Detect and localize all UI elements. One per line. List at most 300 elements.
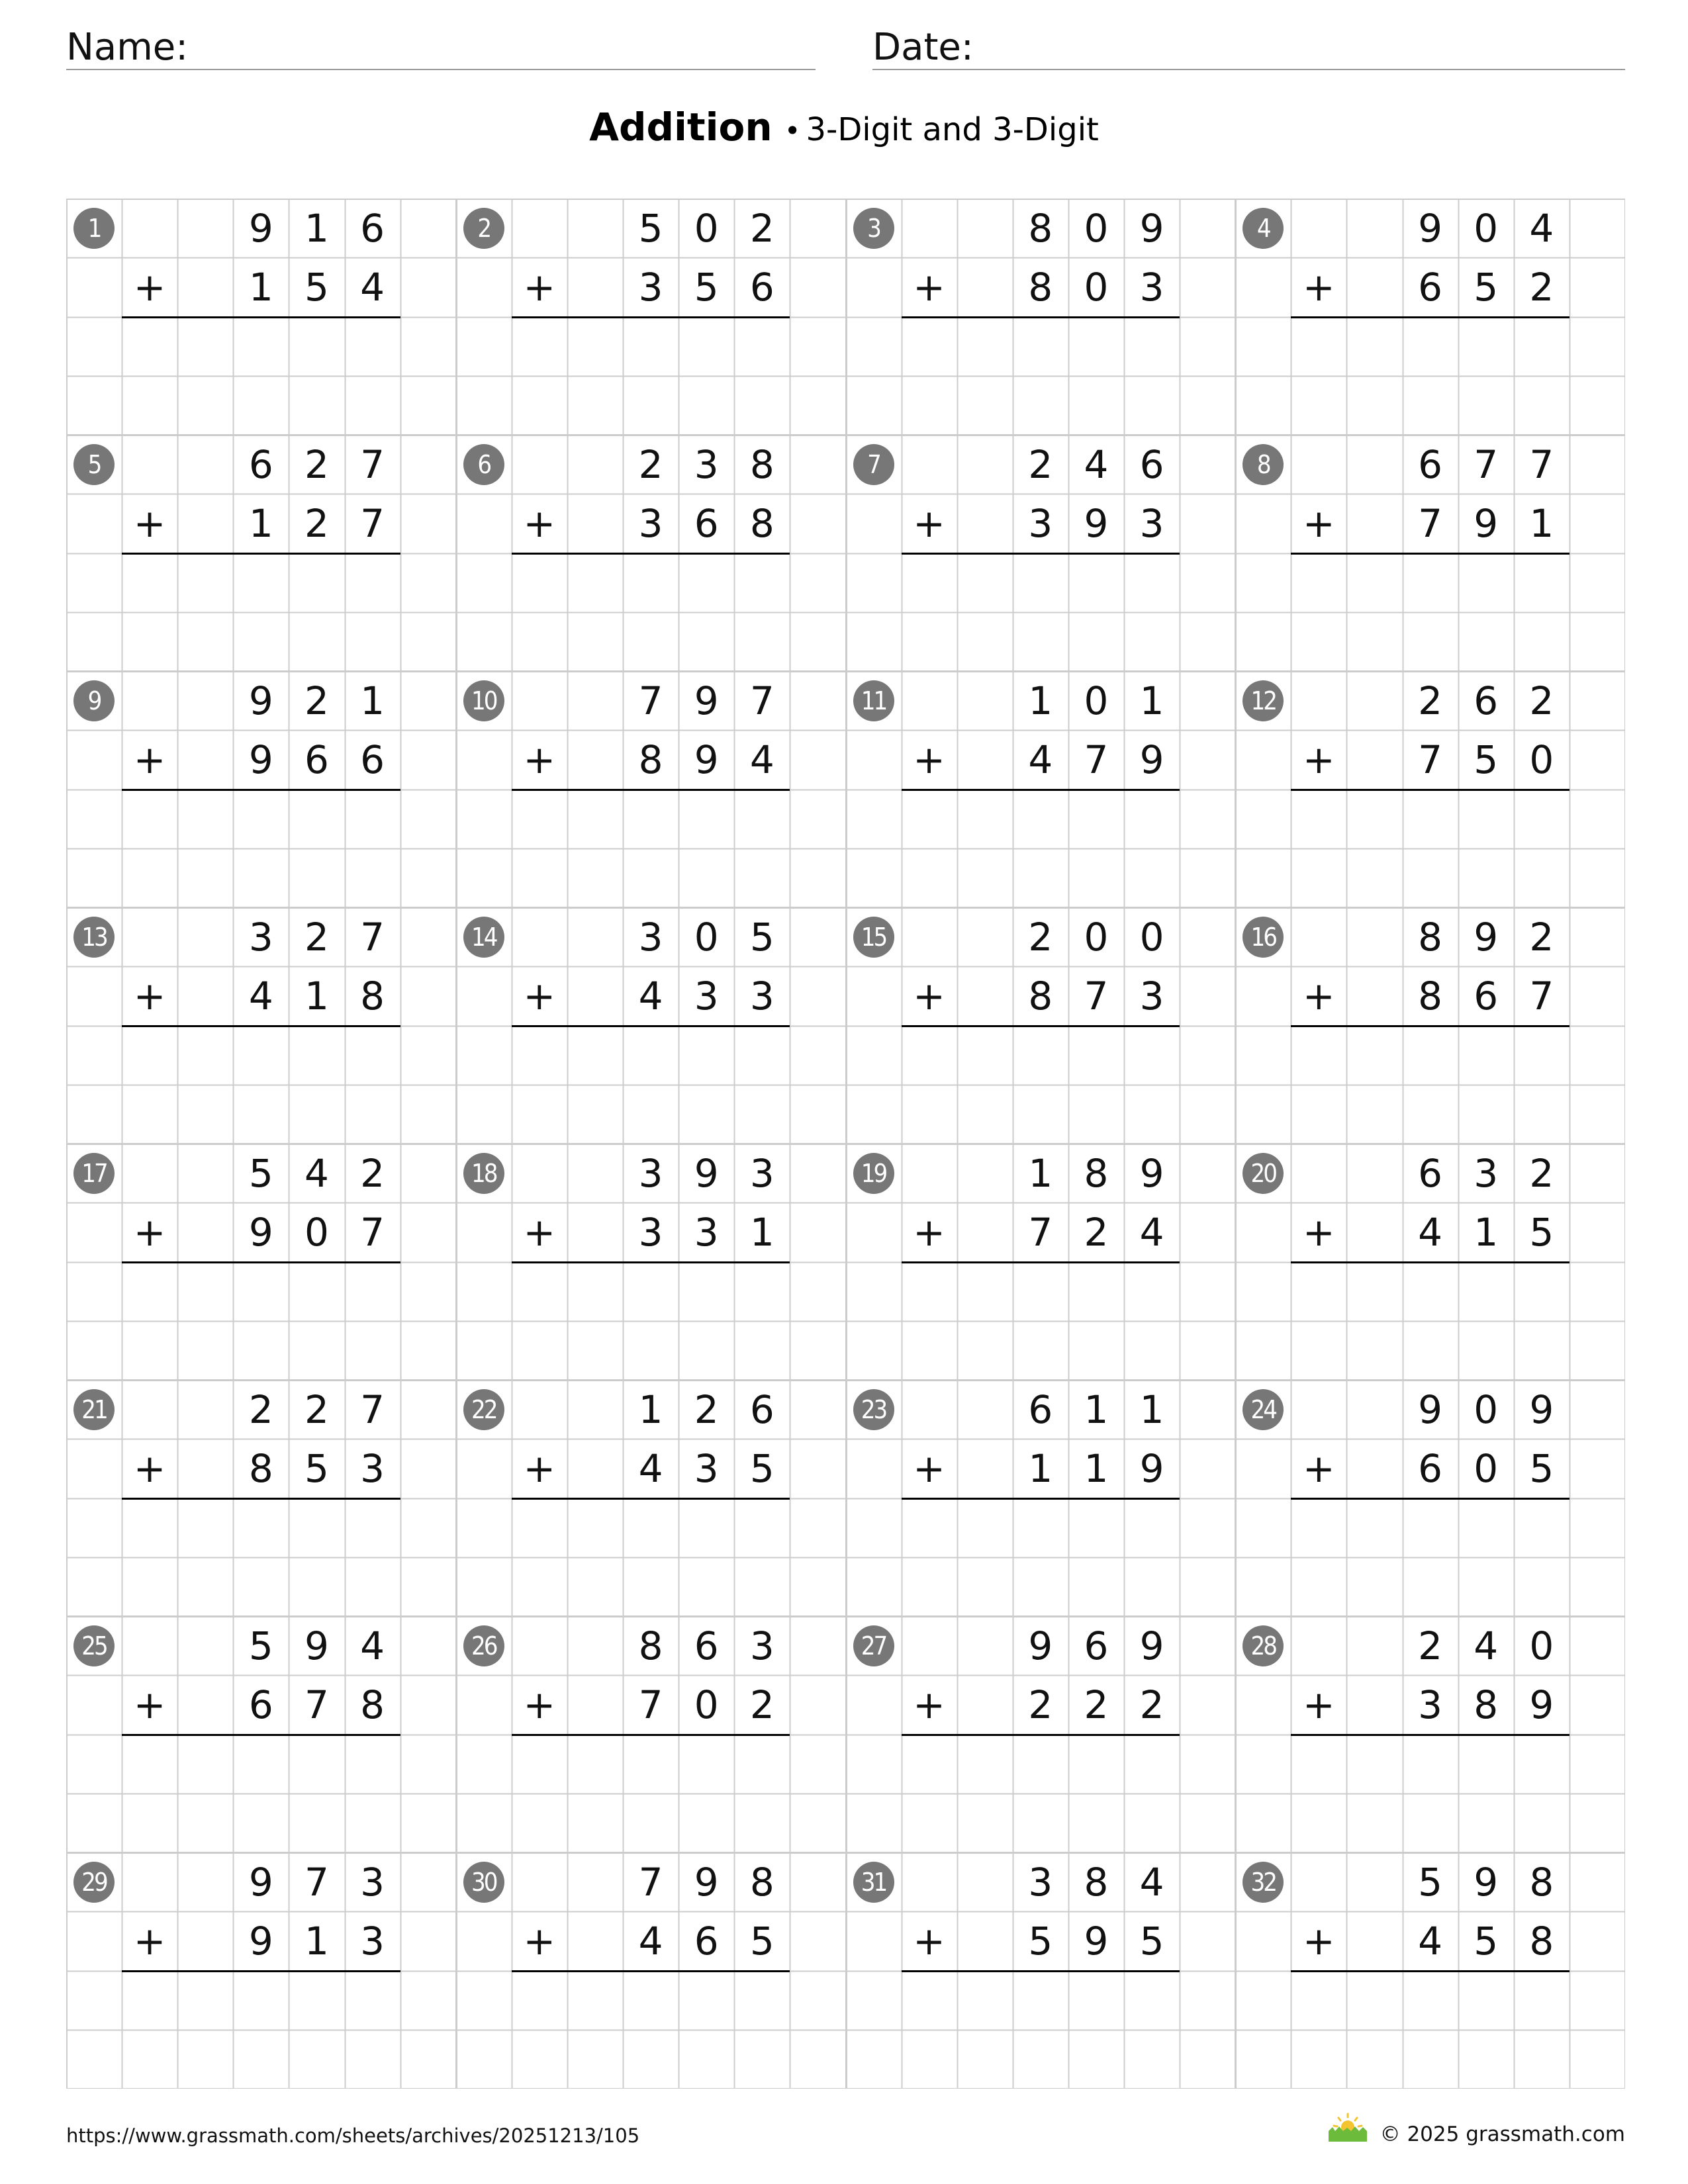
top-digit: 6 [1474,678,1499,723]
top-digit: 7 [638,1859,663,1905]
footer-url: https://www.grassmath.com/sheets/archives/20251213/105 [66,2124,640,2147]
title-separator: • [784,114,801,147]
plus-sign: + [523,1918,556,1964]
plus-sign: + [913,1682,945,1727]
bottom-digit: 3 [749,973,774,1019]
top-digit: 3 [694,441,719,487]
top-digit: 9 [1418,1387,1443,1432]
bottom-digit: 4 [1418,1209,1443,1255]
plus-sign: + [133,1445,166,1491]
top-digit: 5 [1418,1859,1443,1905]
top-digit: 0 [1084,914,1109,960]
top-digit: 4 [304,1150,329,1196]
bottom-digit: 3 [694,1445,719,1491]
problem-number-badge: 27 [853,1625,894,1666]
plus-sign: + [523,500,556,546]
bottom-digit: 6 [694,500,719,546]
top-digit: 2 [304,678,329,723]
top-digit: 9 [1418,205,1443,251]
plus-sign: + [1303,500,1335,546]
answer-line [512,1261,790,1263]
top-digit: 9 [248,205,273,251]
answer-line [1291,553,1570,555]
problem-number-badge: 7 [853,444,894,485]
problem-number-badge: 13 [73,917,115,958]
bottom-digit: 8 [1474,1682,1499,1727]
top-digit: 6 [1084,1623,1109,1668]
top-digit: 8 [1529,1859,1554,1905]
top-digit: 0 [1474,205,1499,251]
top-digit: 2 [304,1387,329,1432]
bottom-digit: 5 [1474,737,1499,782]
top-digit: 2 [1529,678,1554,723]
problem-number-badge: 24 [1243,1389,1284,1430]
bottom-digit: 8 [360,1682,385,1727]
bottom-digit: 3 [638,500,663,546]
plus-sign: + [1303,264,1335,310]
bottom-digit: 5 [694,264,719,310]
bottom-digit: 5 [749,1918,774,1964]
bottom-digit: 9 [1139,1445,1164,1491]
bottom-digit: 6 [749,264,774,310]
bottom-digit: 5 [1474,264,1499,310]
answer-line [122,789,400,791]
top-digit: 4 [1529,205,1554,251]
top-digit: 1 [1028,678,1053,723]
top-digit: 7 [360,441,385,487]
grass-sun-logo-icon [1327,2111,1368,2143]
plus-sign: + [1303,1682,1335,1727]
bottom-digit: 1 [1084,1445,1109,1491]
top-digit: 6 [248,441,273,487]
top-digit: 1 [1139,1387,1164,1432]
top-digit: 9 [1474,1859,1499,1905]
title-subtitle: 3-Digit and 3-Digit [806,111,1099,148]
top-digit: 0 [1084,205,1109,251]
bottom-digit: 9 [248,737,273,782]
bottom-digit: 8 [1028,264,1053,310]
problem-number-badge: 32 [1243,1862,1284,1903]
top-digit: 1 [1084,1387,1109,1432]
problem-number-badge: 16 [1243,917,1284,958]
top-digit: 0 [1084,678,1109,723]
answer-line [1291,1261,1570,1263]
answer-line [902,553,1180,555]
top-digit: 7 [1474,441,1499,487]
top-digit: 8 [638,1623,663,1668]
answer-line [512,1498,790,1500]
bottom-digit: 8 [360,973,385,1019]
bottom-digit: 4 [638,973,663,1019]
bottom-digit: 4 [1139,1209,1164,1255]
top-digit: 8 [1084,1859,1109,1905]
bottom-digit: 9 [1084,500,1109,546]
top-digit: 2 [1529,1150,1554,1196]
plus-sign: + [523,1209,556,1255]
bottom-digit: 3 [638,264,663,310]
plus-sign: + [133,973,166,1019]
bottom-digit: 3 [1418,1682,1443,1727]
bottom-digit: 0 [1474,1445,1499,1491]
bottom-digit: 7 [360,1209,385,1255]
bottom-digit: 7 [1084,737,1109,782]
top-digit: 2 [304,914,329,960]
bottom-digit: 3 [1139,973,1164,1019]
bottom-digit: 8 [1529,1918,1554,1964]
problem-number-badge: 25 [73,1625,115,1666]
answer-line [512,789,790,791]
problem-number-badge: 29 [73,1862,115,1903]
plus-sign: + [913,1918,945,1964]
problem-number-badge: 3 [853,208,894,249]
bottom-digit: 8 [248,1445,273,1491]
bottom-digit: 2 [749,1682,774,1727]
top-digit: 9 [694,1150,719,1196]
top-digit: 3 [248,914,273,960]
answer-line [512,1970,790,1972]
top-digit: 3 [1474,1150,1499,1196]
top-digit: 9 [694,678,719,723]
answer-line [902,1734,1180,1736]
top-digit: 0 [1529,1623,1554,1668]
worksheet-title [0,105,1688,150]
top-digit: 6 [1028,1387,1053,1432]
top-digit: 8 [749,441,774,487]
bottom-digit: 9 [1474,500,1499,546]
bottom-digit: 2 [1084,1682,1109,1727]
bottom-digit: 7 [1418,500,1443,546]
bottom-digit: 0 [304,1209,329,1255]
answer-line [512,1734,790,1736]
problem-grid [66,199,1625,2089]
bottom-digit: 7 [1084,973,1109,1019]
plus-sign: + [523,1682,556,1727]
bottom-digit: 4 [1418,1918,1443,1964]
top-digit: 5 [248,1150,273,1196]
top-digit: 9 [1028,1623,1053,1668]
bottom-digit: 3 [360,1445,385,1491]
top-digit: 1 [360,678,385,723]
problem-number-badge: 17 [73,1153,115,1194]
top-digit: 0 [1474,1387,1499,1432]
problem-number-badge: 6 [463,444,504,485]
plus-sign: + [133,500,166,546]
bottom-digit: 4 [248,973,273,1019]
answer-line [902,1498,1180,1500]
answer-line [122,1734,400,1736]
top-digit: 7 [1529,441,1554,487]
top-digit: 9 [248,678,273,723]
problem-number-badge: 19 [853,1153,894,1194]
bottom-digit: 9 [1084,1918,1109,1964]
bottom-digit: 1 [1028,1445,1053,1491]
bottom-digit: 1 [248,264,273,310]
top-digit: 3 [360,1859,385,1905]
bottom-digit: 2 [1084,1209,1109,1255]
top-digit: 7 [638,678,663,723]
top-digit: 9 [1474,914,1499,960]
name-label: Name: [66,26,189,69]
date-label: Date: [872,26,974,69]
footer-copyright: © 2025 grassmath.com [1380,2122,1625,2146]
top-digit: 8 [1084,1150,1109,1196]
top-digit: 2 [638,441,663,487]
top-digit: 7 [360,914,385,960]
bottom-digit: 6 [1418,264,1443,310]
plus-sign: + [523,737,556,782]
bottom-digit: 9 [694,737,719,782]
top-digit: 1 [304,205,329,251]
bottom-digit: 5 [1474,1918,1499,1964]
plus-sign: + [1303,737,1335,782]
answer-line [902,1025,1180,1027]
bottom-digit: 7 [1418,737,1443,782]
problem-number-badge: 23 [853,1389,894,1430]
plus-sign: + [1303,973,1335,1019]
bottom-digit: 3 [1028,500,1053,546]
bottom-digit: 0 [1529,737,1554,782]
bottom-digit: 4 [638,1918,663,1964]
bottom-digit: 7 [360,500,385,546]
problem-number-badge: 9 [73,680,115,721]
bottom-digit: 9 [1139,737,1164,782]
bottom-digit: 3 [694,973,719,1019]
bottom-digit: 3 [1139,500,1164,546]
answer-line [1291,1970,1570,1972]
top-digit: 4 [360,1623,385,1668]
top-digit: 1 [1139,678,1164,723]
top-digit: 7 [360,1387,385,1432]
bottom-digit: 0 [694,1682,719,1727]
top-digit: 9 [1139,1150,1164,1196]
answer-line [1291,316,1570,318]
bottom-digit: 1 [1474,1209,1499,1255]
top-digit: 2 [1028,441,1053,487]
bottom-digit: 8 [638,737,663,782]
plus-sign: + [523,1445,556,1491]
top-digit: 2 [1418,1623,1443,1668]
answer-line [1291,1498,1570,1500]
problem-number-badge: 22 [463,1389,504,1430]
problem-number-badge: 4 [1243,208,1284,249]
problem-number-badge: 20 [1243,1153,1284,1194]
answer-line [122,1261,400,1263]
top-digit: 7 [304,1859,329,1905]
bottom-digit: 5 [304,264,329,310]
bottom-digit: 8 [749,500,774,546]
bottom-digit: 9 [248,1918,273,1964]
bottom-digit: 1 [749,1209,774,1255]
answer-line [902,1970,1180,1972]
top-digit: 6 [1139,441,1164,487]
plus-sign: + [913,264,945,310]
top-digit: 9 [1529,1387,1554,1432]
title-main: Addition [589,105,773,150]
bottom-digit: 3 [694,1209,719,1255]
bottom-digit: 6 [360,737,385,782]
plus-sign: + [133,1682,166,1727]
answer-line [122,316,400,318]
bottom-digit: 8 [1418,973,1443,1019]
top-digit: 5 [638,205,663,251]
plus-sign: + [133,264,166,310]
top-digit: 8 [1028,205,1053,251]
top-digit: 9 [1139,1623,1164,1668]
bottom-digit: 3 [360,1918,385,1964]
problem-number-badge: 1 [73,208,115,249]
bottom-digit: 3 [1139,264,1164,310]
plus-sign: + [913,1209,945,1255]
answer-line [122,553,400,555]
bottom-digit: 6 [304,737,329,782]
problem-number-badge: 5 [73,444,115,485]
bottom-digit: 4 [638,1445,663,1491]
top-digit: 2 [749,205,774,251]
top-digit: 4 [1139,1859,1164,1905]
plus-sign: + [523,973,556,1019]
top-digit: 2 [248,1387,273,1432]
top-digit: 6 [749,1387,774,1432]
answer-line [1291,789,1570,791]
plus-sign: + [913,973,945,1019]
plus-sign: + [133,1209,166,1255]
plus-sign: + [913,1445,945,1491]
bottom-digit: 6 [1418,1445,1443,1491]
plus-sign: + [913,500,945,546]
answer-line [512,1025,790,1027]
top-digit: 1 [638,1387,663,1432]
bottom-digit: 7 [304,1682,329,1727]
top-digit: 7 [749,678,774,723]
answer-line [122,1970,400,1972]
bottom-digit: 2 [1139,1682,1164,1727]
plus-sign: + [913,737,945,782]
bottom-digit: 5 [749,1445,774,1491]
bottom-digit: 8 [1028,973,1053,1019]
top-digit: 8 [1418,914,1443,960]
bottom-digit: 3 [638,1209,663,1255]
bottom-digit: 2 [304,500,329,546]
top-digit: 0 [694,205,719,251]
top-digit: 2 [1028,914,1053,960]
answer-line [902,316,1180,318]
problem-number-badge: 11 [853,680,894,721]
top-digit: 3 [749,1623,774,1668]
answer-line [1291,1734,1570,1736]
answer-line [902,1261,1180,1263]
bottom-digit: 4 [360,264,385,310]
bottom-digit: 1 [248,500,273,546]
answer-line [512,553,790,555]
problem-number-badge: 18 [463,1153,504,1194]
bottom-digit: 1 [1529,500,1554,546]
answer-line [122,1025,400,1027]
plus-sign: + [1303,1918,1335,1964]
bottom-digit: 6 [694,1918,719,1964]
problem-number-badge: 8 [1243,444,1284,485]
top-digit: 9 [694,1859,719,1905]
plus-sign: + [133,737,166,782]
bottom-digit: 2 [1028,1682,1053,1727]
top-digit: 2 [1418,678,1443,723]
top-digit: 6 [1418,441,1443,487]
problem-number-badge: 26 [463,1625,504,1666]
bottom-digit: 2 [1529,264,1554,310]
top-digit: 2 [360,1150,385,1196]
bottom-digit: 7 [638,1682,663,1727]
date-field[interactable] [872,20,1625,70]
bottom-digit: 4 [1028,737,1053,782]
top-digit: 8 [749,1859,774,1905]
problem-number-badge: 31 [853,1862,894,1903]
answer-line [1291,1025,1570,1027]
problem-number-badge: 2 [463,208,504,249]
top-digit: 3 [638,1150,663,1196]
bottom-digit: 7 [1529,973,1554,1019]
problem-number-badge: 12 [1243,680,1284,721]
top-digit: 6 [360,205,385,251]
bottom-digit: 9 [1529,1682,1554,1727]
top-digit: 9 [248,1859,273,1905]
bottom-digit: 5 [1028,1918,1053,1964]
plus-sign: + [133,1918,166,1964]
plus-sign: + [523,264,556,310]
bottom-digit: 5 [1139,1918,1164,1964]
bottom-digit: 9 [248,1209,273,1255]
problem-number-badge: 10 [463,680,504,721]
top-digit: 1 [1028,1150,1053,1196]
bottom-digit: 0 [1084,264,1109,310]
plus-sign: + [1303,1445,1335,1491]
problem-number-badge: 21 [73,1389,115,1430]
top-digit: 2 [304,441,329,487]
top-digit: 0 [1139,914,1164,960]
problem-number-badge: 28 [1243,1625,1284,1666]
top-digit: 3 [1028,1859,1053,1905]
problem-number-badge: 30 [463,1862,504,1903]
top-digit: 5 [248,1623,273,1668]
top-digit: 3 [749,1150,774,1196]
top-digit: 6 [694,1623,719,1668]
top-digit: 4 [1084,441,1109,487]
problem-number-badge: 14 [463,917,504,958]
bottom-digit: 5 [1529,1209,1554,1255]
bottom-digit: 7 [1028,1209,1053,1255]
top-digit: 5 [749,914,774,960]
top-digit: 0 [694,914,719,960]
top-digit: 2 [1529,914,1554,960]
answer-line [122,1498,400,1500]
bottom-digit: 5 [304,1445,329,1491]
answer-line [512,316,790,318]
plus-sign: + [1303,1209,1335,1255]
bottom-digit: 1 [304,1918,329,1964]
top-digit: 4 [1474,1623,1499,1668]
bottom-digit: 5 [1529,1445,1554,1491]
answer-line [902,789,1180,791]
top-digit: 9 [304,1623,329,1668]
bottom-digit: 1 [304,973,329,1019]
bottom-digit: 6 [1474,973,1499,1019]
top-digit: 2 [694,1387,719,1432]
name-field[interactable] [66,20,816,70]
top-digit: 6 [1418,1150,1443,1196]
problem-number-badge: 15 [853,917,894,958]
bottom-digit: 4 [749,737,774,782]
bottom-digit: 6 [248,1682,273,1727]
top-digit: 9 [1139,205,1164,251]
top-digit: 3 [638,914,663,960]
